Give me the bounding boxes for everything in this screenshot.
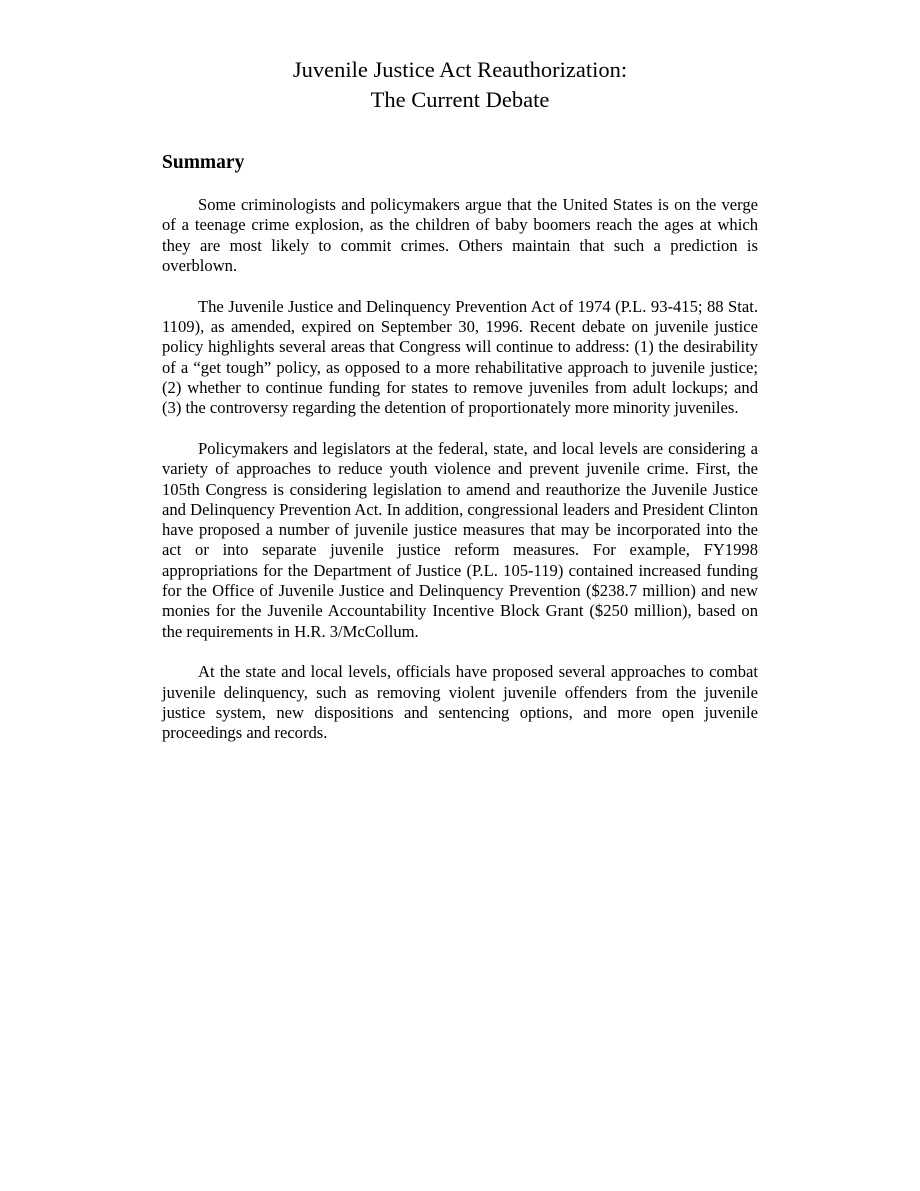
title-line-2: The Current Debate (370, 87, 550, 112)
document-title (0, 55, 920, 115)
summary-paragraph-2: The Juvenile Justice and Delinquency Prevention Act of 1974 (P.L. 93-415; 88 Stat. 1109), as amended, expired on September 30, 1996. Recent debate on juvenile justice policy highlights several areas that Congress will continue to address: (1) the desirability of a “get tough” policy, as opposed to a more rehabilitative approach to juvenile justice; (2) whether to continue funding for states to remove juveniles from adult lockups; and (3) the controversy regarding the detention of proportionately more minority juveniles. (162, 296, 758, 418)
section-heading: Summary (162, 152, 245, 173)
title-line-1: Juvenile Justice Act Reauthorization: (292, 57, 628, 82)
summary-paragraph-3: Policymakers and legislators at the federal, state, and local levels are considering a variety of approaches to reduce youth violence and prevent juvenile crime. First, the 105th Congress is considering legislation to amend and reauthorize the Juvenile Justice and Delinquency Prevention Act. In addition, congressional leaders and President Clinton have proposed a number of juvenile justice measures that may be incorporated into the act or into separate juvenile justice reform measures. For example, FY1998 appropriations for the Department of Justice (P.L. 105-119) contained increased funding for the Office of Juvenile Justice and Delinquency Prevention ($238.7 million) and new monies for the Juvenile Accountability Incentive Block Grant ($250 million), based on the requirements in H.R. 3/McCollum. (162, 438, 758, 641)
summary-section (162, 150, 758, 764)
summary-paragraph-4: At the state and local levels, officials have proposed several approaches to combat juvenile delinquency, such as removing violent juvenile offenders from the juvenile justice system, new dispositions and sentencing options, and more open juvenile proceedings and records. (162, 662, 758, 743)
summary-paragraph-1: Some criminologists and policymakers argue that the United States is on the verge of a teenage crime explosion, as the children of baby boomers reach the ages at which they are most likely to commit crimes. Others maintain that such a prediction is overblown. (162, 195, 758, 275)
